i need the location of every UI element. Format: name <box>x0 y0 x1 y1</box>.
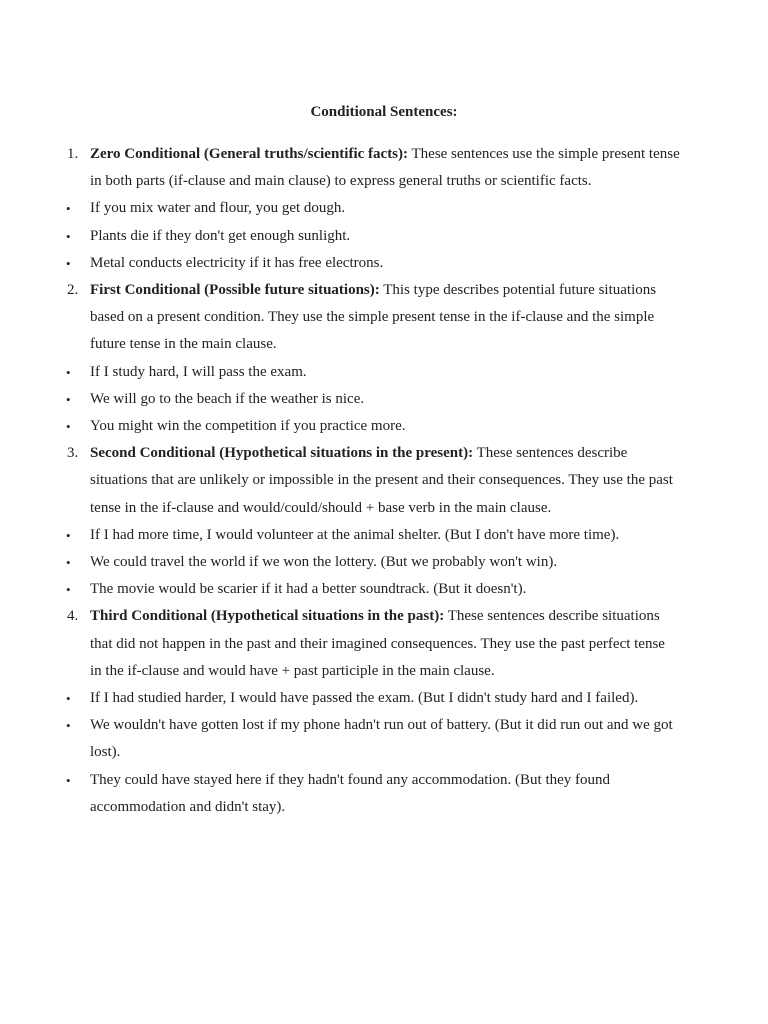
section-description: These sentences describe situations that did not happen in the past and their imagined consequences. They use the past perfect tense in the if-clause and would have + past participle in the main clause. <box>90 608 665 679</box>
list-number: 2. <box>67 282 79 299</box>
example-item <box>0 359 680 386</box>
section-second-conditional <box>0 440 680 522</box>
bullet-icon: • <box>66 691 71 707</box>
example-item <box>0 712 680 766</box>
example-text: We could travel the world if we won the lottery. (But we probably won't win). <box>90 554 558 571</box>
example-item <box>0 413 680 440</box>
example-item <box>0 386 680 413</box>
section-third-conditional <box>0 603 680 685</box>
example-item <box>0 250 680 277</box>
example-text: If I had studied harder, I would have passed the exam. (But I didn't study hard and I failed). <box>90 690 639 707</box>
section-description: This type describes potential future situations based on a present condition. They use the simple present tense in the if-clause and the simple future tense in the main clause. <box>90 282 657 353</box>
conditional-list <box>0 141 768 821</box>
example-item <box>0 522 680 549</box>
bullet-icon: • <box>66 228 71 244</box>
bullet-icon: • <box>66 391 71 407</box>
bullet-icon: • <box>66 718 71 734</box>
bullet-icon: • <box>66 527 71 543</box>
section-heading: Third Conditional (Hypothetical situations in the past): <box>90 608 445 625</box>
section-description: These sentences describe situations that are unlikely or impossible in the present and their consequences. They use the past tense in the if-clause and would/could/should + base verb in the main clause. <box>90 445 673 516</box>
section-first-conditional <box>0 277 680 359</box>
bullet-icon: • <box>66 364 71 380</box>
example-text: They could have stayed here if they hadn't found any accommodation. (But they found accommodation and didn't stay). <box>90 771 611 815</box>
section-zero-conditional <box>0 141 680 195</box>
example-item <box>0 576 680 603</box>
example-item <box>0 195 680 222</box>
bullet-icon: • <box>66 419 71 435</box>
example-text: Metal conducts electricity if it has free electrons. <box>90 254 384 271</box>
example-text: If I had more time, I would volunteer at the animal shelter. (But I don't have more time). <box>90 526 620 543</box>
bullet-icon: • <box>66 555 71 571</box>
example-text: You might win the competition if you practice more. <box>90 418 406 435</box>
example-text: We will go to the beach if the weather is nice. <box>90 390 365 407</box>
list-number: 3. <box>67 445 79 462</box>
section-heading: Zero Conditional (General truths/scientific facts): <box>90 146 409 162</box>
bullet-icon: • <box>66 582 71 598</box>
example-item <box>0 767 680 821</box>
example-text: We wouldn't have gotten lost if my phone hadn't run out of battery. (But it did run out and we got lost). <box>90 717 673 761</box>
example-item <box>0 549 680 576</box>
example-item <box>0 685 680 712</box>
bullet-icon: • <box>66 772 71 788</box>
section-heading: First Conditional (Possible future situations): <box>90 282 380 299</box>
list-number: 1. <box>67 146 79 162</box>
bullet-icon: • <box>66 255 71 271</box>
example-item <box>0 223 680 250</box>
section-heading: Second Conditional (Hypothetical situations in the present): <box>90 445 474 462</box>
example-text: The movie would be scarier if it had a better soundtrack. (But it doesn't). <box>90 581 527 598</box>
example-text: Plants die if they don't get enough sunlight. <box>90 227 351 244</box>
list-number: 4. <box>67 608 79 625</box>
example-text: If I study hard, I will pass the exam. <box>90 363 307 380</box>
section-description: These sentences use the simple present tense in both parts (if-clause and main clause) to express general truths or scientific facts. <box>90 146 680 190</box>
bullet-icon: • <box>66 201 71 217</box>
page-title: Conditional Sentences: <box>310 104 458 120</box>
example-text: If you mix water and flour, you get dough. <box>90 200 346 217</box>
